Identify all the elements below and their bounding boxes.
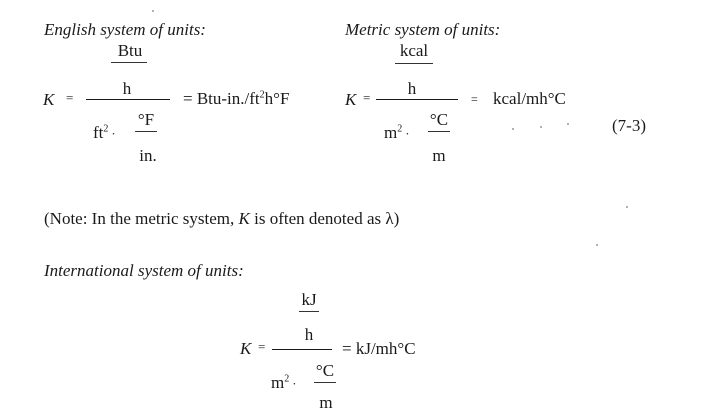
english-k-symbol: K	[43, 90, 55, 109]
international-inner-numerator: °C	[315, 361, 335, 380]
english-top-numerator: Btu	[117, 41, 143, 60]
note-prefix: (Note: In the metric system,	[44, 209, 239, 228]
international-den-dot: ·	[292, 376, 297, 391]
english-heading: English system of units:	[44, 20, 206, 39]
metric-equals: =	[363, 90, 371, 105]
metric-result-unit: kcal/mh°C	[493, 89, 566, 108]
international-equals: =	[258, 339, 266, 354]
scan-speck	[596, 244, 598, 246]
metric-result-equals: =	[471, 92, 478, 106]
metric-inner-numerator: °C	[429, 110, 449, 129]
english-result-suffix: h°F	[264, 89, 290, 108]
metric-den-base: m	[384, 123, 398, 142]
metric-heading: Metric system of units:	[345, 20, 501, 39]
scan-speck	[540, 126, 542, 128]
international-main-fraction-bar	[272, 349, 332, 350]
international-result: = kJ/mh°C	[342, 339, 416, 358]
international-den-base: m	[271, 373, 285, 392]
english-main-fraction-bar	[86, 99, 170, 100]
metric-denominator-left	[384, 124, 410, 141]
metric-top-numerator: kcal	[399, 41, 429, 60]
international-denominator-left	[271, 374, 297, 391]
english-result-exponent: 2	[259, 89, 265, 101]
metric-den-dot: ·	[405, 126, 410, 141]
metric-equation-number: (7-3)	[612, 116, 646, 135]
note-lambda: λ	[385, 209, 394, 228]
metric-main-fraction-bar	[376, 99, 458, 100]
english-inner-bar	[135, 131, 157, 132]
metric-den-exponent: 2	[397, 123, 403, 135]
note-k-symbol: K	[238, 209, 250, 228]
english-equals: =	[66, 90, 74, 105]
international-top-numerator: kJ	[301, 290, 317, 309]
international-k-symbol: K	[240, 339, 252, 358]
english-den-dot: ·	[111, 126, 116, 141]
international-top-denominator: h	[304, 325, 314, 344]
international-inner-denominator: m	[319, 393, 333, 412]
english-inner-numerator: °F	[137, 110, 155, 129]
english-top-denominator: h	[122, 79, 132, 98]
english-den-base: ft	[93, 123, 104, 142]
note-middle: is often denoted as	[249, 209, 386, 228]
metric-top-small-bar	[395, 63, 433, 64]
scan-speck	[512, 128, 514, 130]
scan-speck	[152, 10, 154, 12]
english-top-small-bar	[111, 62, 147, 63]
metric-note	[44, 210, 399, 227]
metric-inner-denominator: m	[432, 146, 446, 165]
metric-top-denominator: h	[407, 79, 417, 98]
english-result-prefix: = Btu-in./ft	[183, 89, 260, 108]
note-suffix: )	[393, 209, 400, 228]
english-denominator-left	[93, 124, 116, 141]
english-result	[183, 90, 289, 107]
international-heading: International system of units:	[44, 261, 244, 280]
english-den-exponent: 2	[103, 123, 109, 135]
metric-k-symbol: K	[345, 90, 357, 109]
international-den-exponent: 2	[284, 373, 290, 385]
scan-speck	[567, 123, 569, 125]
international-top-small-bar	[299, 311, 319, 312]
metric-inner-bar	[428, 131, 450, 132]
english-inner-denominator: in.	[139, 146, 157, 165]
international-inner-bar	[314, 382, 336, 383]
scan-speck	[626, 206, 628, 208]
